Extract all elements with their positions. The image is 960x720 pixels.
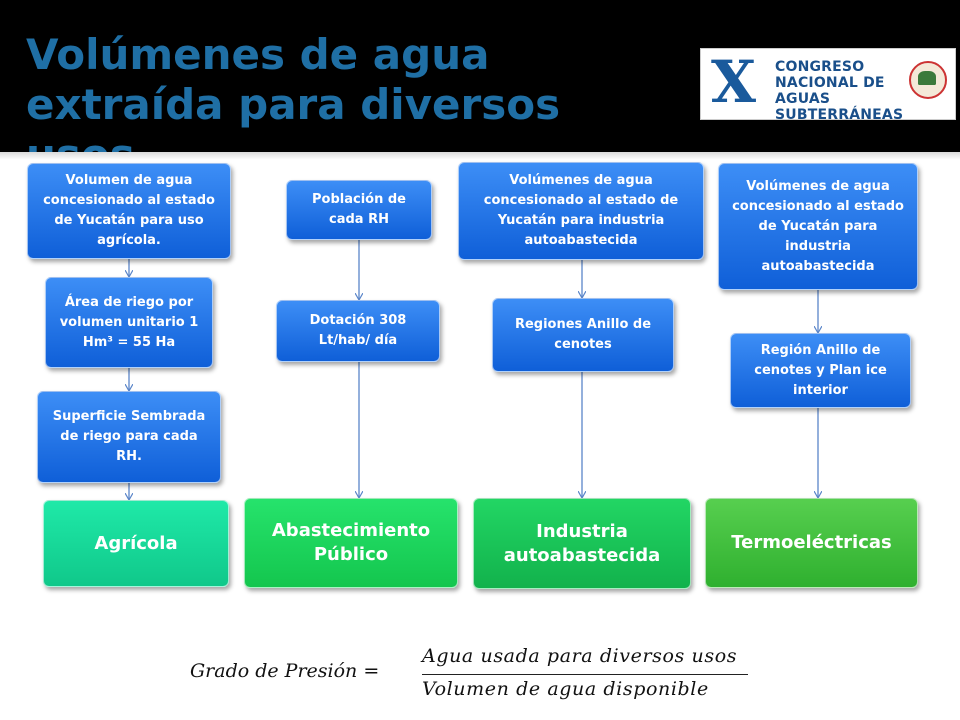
formula-denominator: Volumen de agua disponible [422,678,709,700]
step-box: Superficie Sembrada de riego para cada RH. [37,391,221,483]
step-box: Área de riego por volumen unitario 1 Hm³ = 55 Ha [45,277,213,368]
category-agricola: Agrícola [43,500,229,587]
logo-numeral: X [711,48,757,116]
pressure-formula [190,640,770,710]
fraction-bar [422,674,748,675]
step-box: Regiones Anillo de cenotes [492,298,674,372]
step-box: Volúmenes de agua concesionado al estado de Yucatán para industria autoabastecida [718,163,918,290]
step-box: Volúmenes de agua concesionado al estado de Yucatán para industria autoabastecida [458,162,704,260]
category-abastecimiento-publico: Abastecimiento Público [244,498,458,588]
step-box: Región Anillo de cenotes y Plan ice interior [730,333,911,408]
step-box: Población de cada RH [286,180,432,240]
logo-line-3: AGUAS SUBTERRÁNEAS [775,91,904,123]
formula-numerator: Agua usada para diversos usos [422,645,738,667]
logo-line-2: NACIONAL DE [775,75,885,91]
page-title: Volúmenes de agua extraída para diversos [26,30,561,129]
step-box: Dotación 308 Lt/hab/ día [276,300,440,362]
category-termoelectricas: Termoeléctricas [705,498,918,588]
formula-lhs: Grado de Presión = [190,660,380,682]
logo-line-1: CONGRESO [775,59,865,75]
category-industria-autoabastecida: Industria autoabastecida [473,498,691,589]
step-box: Volumen de agua concesionado al estado de Yucatán para uso agrícola. [27,163,231,259]
